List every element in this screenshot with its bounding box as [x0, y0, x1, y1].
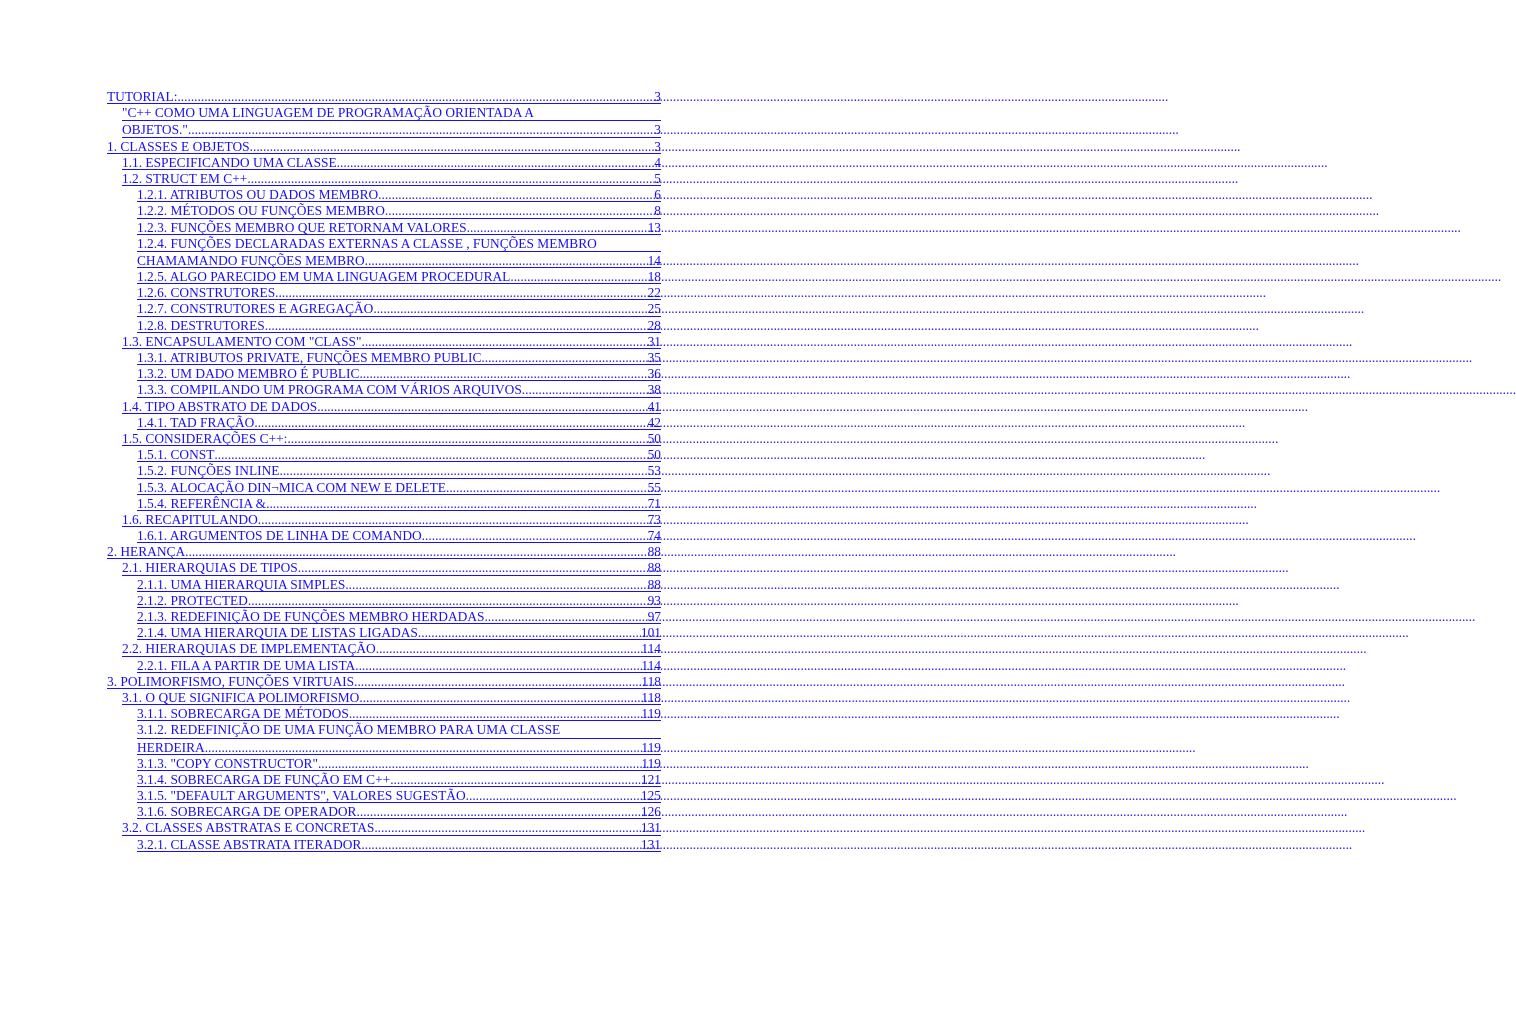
- toc-entry-title: 1.2.8. DESTRUTORES.: [137, 317, 269, 333]
- dot-leader: [298, 559, 648, 576]
- toc-entry[interactable]: [107, 138, 661, 154]
- toc-entry[interactable]: [107, 88, 661, 104]
- toc-entry-title: HERDEIRA: [137, 739, 205, 755]
- toc-entry[interactable]: [137, 202, 661, 218]
- toc-entry-page-number: 121: [640, 771, 661, 787]
- toc-entry[interactable]: [107, 543, 661, 559]
- toc-entry-page-number: 13: [647, 219, 661, 235]
- toc-entry-title: 3.1.4. SOBRECARGA DE FUNÇÃO EM C++.: [137, 771, 394, 787]
- toc-entry[interactable]: [137, 186, 661, 202]
- toc-entry-title: 1.3. ENCAPSULAMENTO COM "CLASS": [122, 333, 362, 349]
- toc-entry-title: 2.1.2. PROTECTED: [137, 592, 248, 608]
- toc-entry[interactable]: [137, 527, 661, 543]
- dot-leader: [373, 300, 647, 317]
- dot-leader: [279, 462, 647, 479]
- dot-leader: [287, 430, 647, 447]
- dot-leader: [258, 511, 648, 528]
- toc-entry[interactable]: [137, 803, 661, 819]
- dot-leader: [374, 819, 641, 836]
- dot-leader: [382, 186, 655, 203]
- dot-leader: [318, 755, 641, 772]
- toc-entry-page-number: 14: [647, 252, 661, 268]
- toc-entry-page-number: 4: [654, 154, 661, 170]
- dot-leader: [510, 268, 647, 285]
- toc-entry-title: CHAMAMANDO FUNÇÕES MEMBRO.: [137, 252, 369, 268]
- toc-entry-page-number: 119: [641, 706, 661, 722]
- toc-entry-page-number: 131: [640, 820, 661, 836]
- toc-entry-page-number: 119: [641, 739, 661, 755]
- toc-entry[interactable]: [122, 559, 661, 575]
- toc-entry-page-number: 50: [647, 447, 661, 463]
- dot-leader: [355, 657, 641, 674]
- dot-leader: [359, 689, 641, 706]
- toc-entry-title: 1.3.2. UM DADO MEMBRO É PUBLIC: [137, 366, 360, 382]
- toc-entry[interactable]: [137, 771, 661, 787]
- toc-entry[interactable]: [122, 333, 661, 349]
- toc-entry[interactable]: [137, 317, 661, 333]
- toc-entry[interactable]: [137, 349, 661, 365]
- toc-entry-title: 1.6.1. ARGUMENTOS DE LINHA DE COMANDO.: [137, 528, 426, 544]
- toc-entry[interactable]: [137, 624, 661, 640]
- toc-entry-page-number: 38: [647, 382, 661, 398]
- toc-entry-page-number: 71: [647, 495, 661, 511]
- toc-entry-page-number: 101: [640, 625, 661, 641]
- toc-entry-page-number: 114: [641, 641, 661, 657]
- toc-entry-page-number: 31: [647, 333, 661, 349]
- dot-leader: [470, 219, 648, 236]
- dot-leader: [177, 88, 654, 105]
- toc-entry-title-line: 1.2.4. FUNÇÕES DECLARADAS EXTERNAS A CLASSE , FUNÇÕES MEMBRO: [137, 235, 661, 252]
- toc-entry-page-number: 41: [647, 398, 661, 414]
- toc-entry[interactable]: [107, 673, 661, 689]
- dot-leader: [525, 381, 647, 398]
- toc-entry-page-number: 35: [647, 350, 661, 365]
- dot-leader: [425, 527, 648, 544]
- toc-entry-title: 3.1.6. SOBRECARGA DE OPERADOR: [137, 804, 357, 820]
- toc-entry[interactable]: [137, 608, 661, 624]
- dot-leader: [266, 495, 648, 512]
- toc-entry[interactable]: [137, 479, 661, 495]
- toc-entry[interactable]: [137, 657, 661, 673]
- toc-entry[interactable]: [137, 592, 661, 608]
- toc-entry-title: 2.1. HIERARQUIAS DE TIPOS: [122, 560, 298, 576]
- toc-entry-page-number: 126: [640, 804, 661, 820]
- toc-entry-title: 3.1.1. SOBRECARGA DE MÉTODOS: [137, 706, 349, 722]
- toc-entry[interactable]: [137, 284, 661, 300]
- toc-entry-title: 3.1.5. "DEFAULT ARGUMENTS", VALORES SUGESTÃO: [137, 788, 466, 804]
- toc-entry-page-number: 97: [647, 609, 661, 624]
- dot-leader: [481, 349, 647, 366]
- toc-entry-title: 2.1.4. UMA HIERARQUIA DE LISTAS LIGADAS: [137, 625, 418, 641]
- toc-entry-page-number: 88: [647, 576, 661, 592]
- toc-entry-title: 3.1. O QUE SIGNIFICA POLIMORFISMO: [122, 689, 360, 705]
- toc-entry-page-number: 3: [654, 89, 661, 104]
- dot-leader: [317, 398, 647, 415]
- toc-entry-title: 2.1.3. REDEFINIÇÃO DE FUNÇÕES MEMBRO HERDADAS: [137, 609, 485, 624]
- toc-entry-title: 1.2. STRUCT EM C++: [122, 170, 248, 186]
- toc-entry-page-number: 114: [641, 657, 661, 673]
- toc-entry-title: 1.2.7. CONSTRUTORES E AGREGAÇÃO: [137, 301, 374, 317]
- toc-entry-title: 1.4.1. TAD FRAÇÃO: [137, 414, 255, 430]
- toc-entry[interactable]: [122, 104, 661, 137]
- toc-entry-page-number: 53: [647, 463, 661, 479]
- dot-leader: [349, 705, 642, 722]
- toc-entry-title: 2.2. HIERARQUIAS DE IMPLEMENTAÇÃO: [122, 641, 376, 657]
- toc-entry-page-number: 74: [647, 528, 661, 544]
- dot-leader: [357, 803, 641, 820]
- toc-entry-title-line: 3.1.2. REDEFINIÇÃO DE UMA FUNÇÃO MEMBRO PARA UMA CLASSE: [137, 721, 661, 738]
- toc-entry[interactable]: [122, 398, 661, 414]
- dot-leader: [376, 640, 642, 657]
- toc-entry-title: 1.2.3. FUNÇÕES MEMBRO QUE RETORNAM VALORES.: [137, 219, 470, 235]
- dot-leader: [484, 608, 647, 625]
- toc-entry-title: 1.5. CONSIDERAÇÕES C++:: [122, 430, 288, 446]
- toc-entry[interactable]: [137, 365, 661, 381]
- toc-entry-page-number: 42: [647, 414, 661, 430]
- toc-entry[interactable]: [122, 430, 661, 446]
- toc-entry[interactable]: [122, 511, 661, 527]
- toc-entry-page-number: 88: [647, 544, 661, 560]
- toc-entry-title: 1.5.1. CONST: [137, 447, 215, 463]
- toc-entry-title: 1.3.1. ATRIBUTOS PRIVATE, FUNÇÕES MEMBRO PUBLIC: [137, 350, 482, 365]
- dot-leader: [394, 771, 641, 788]
- toc-entry[interactable]: [122, 819, 661, 835]
- toc-entry-page-number: 28: [647, 317, 661, 333]
- toc-entry-page-number: 50: [647, 430, 661, 446]
- toc-entry-page-number: 22: [647, 285, 661, 301]
- dot-leader: [361, 333, 647, 350]
- dot-leader: [214, 446, 647, 463]
- toc-entry-title: 3.2. CLASSES ABSTRATAS E CONCRETAS: [122, 820, 375, 836]
- toc-entry[interactable]: [137, 446, 661, 462]
- toc-entry-title-line: "C++ COMO UMA LINGUAGEM DE PROGRAMAÇÃO ORIENTADA A: [122, 104, 661, 121]
- toc-entry[interactable]: [137, 787, 661, 803]
- dot-leader: [188, 121, 654, 138]
- toc-entry-title: 1.2.6. CONSTRUTORES: [137, 285, 276, 301]
- toc-entry[interactable]: [137, 705, 661, 721]
- dot-leader: [354, 673, 641, 690]
- toc-entry[interactable]: [122, 689, 661, 705]
- toc-entry[interactable]: [137, 495, 661, 511]
- dot-leader: [388, 202, 654, 219]
- toc-entry[interactable]: [137, 300, 661, 316]
- toc-entry-title: 1.5.4. REFERÊNCIA &: [137, 495, 267, 511]
- toc-entry-title: 3.2.1. CLASSE ABSTRATA ITERADOR: [137, 836, 362, 852]
- toc-entry-title: 2. HERANÇA: [107, 544, 186, 560]
- toc-entry-page-number: 36: [647, 366, 661, 382]
- toc-entry-title: 2.2.1. FILA A PARTIR DE UMA LISTA: [137, 657, 356, 673]
- dot-leader: [254, 414, 647, 431]
- toc-entry-title: 1.1. ESPECIFICANDO UMA CLASSE: [122, 154, 337, 170]
- toc-entry[interactable]: [137, 576, 661, 592]
- toc-entry-title: 3. POLIMORFISMO, FUNÇÕES VIRTUAIS: [107, 673, 355, 689]
- toc-entry[interactable]: [137, 755, 661, 771]
- toc-entry[interactable]: [137, 414, 661, 430]
- dot-leader: [205, 739, 642, 756]
- toc-entry-title: 2.1.1. UMA HIERARQUIA SIMPLES.: [137, 576, 349, 592]
- toc-entry-page-number: 118: [641, 673, 661, 689]
- toc-entry[interactable]: [137, 219, 661, 235]
- toc-entry-title: 3.1.3. "COPY CONSTRUCTOR": [137, 755, 318, 771]
- toc-entry-title: 1.6. RECAPITULANDO: [122, 511, 258, 527]
- toc-entry-title: 1.2.2. MÉTODOS OU FUNÇÕES MEMBRO.: [137, 203, 389, 219]
- toc-entry-page-number: 3: [654, 138, 661, 154]
- toc-entry-title: 1.2.5. ALGO PARECIDO EM UMA LINGUAGEM PROCEDURAL: [137, 269, 511, 285]
- toc-entry-page-number: 5: [654, 170, 661, 186]
- toc-entry-title: 1.2.1. ATRIBUTOS OU DADOS MEMBRO.: [137, 187, 382, 203]
- toc-entry-title: 1. CLASSES E OBJETOS: [107, 138, 250, 154]
- dot-leader: [250, 138, 655, 155]
- dot-leader: [185, 543, 647, 560]
- table-of-contents: [107, 88, 661, 852]
- dot-leader: [449, 479, 647, 496]
- toc-entry-page-number: 73: [647, 511, 661, 527]
- toc-entry-page-number: 55: [647, 479, 661, 495]
- dot-leader: [349, 576, 648, 593]
- toc-entry-title: 1.5.2. FUNÇÕES INLINE: [137, 463, 280, 479]
- toc-entry-page-number: 8: [654, 203, 661, 219]
- dot-leader: [466, 787, 641, 804]
- toc-entry-title: TUTORIAL:: [107, 89, 178, 104]
- dot-leader: [368, 252, 648, 269]
- toc-entry-page-number: 18: [647, 269, 661, 285]
- toc-entry-page-number: 131: [640, 836, 661, 852]
- toc-entry-page-number: 119: [641, 755, 661, 771]
- toc-entry-page-number: 93: [647, 592, 661, 608]
- toc-entry-page-number: 125: [640, 788, 661, 804]
- dot-leader: [275, 284, 647, 301]
- dot-leader: [337, 154, 655, 171]
- toc-entry[interactable]: [137, 721, 661, 754]
- toc-entry-title: 1.3.3. COMPILANDO UM PROGRAMA COM VÁRIOS ARQUIVOS.: [137, 382, 526, 398]
- toc-entry-title: 1.5.3. ALOCAÇÃO DIN¬MICA COM NEW E DELETE.: [137, 479, 450, 495]
- toc-entry[interactable]: [137, 462, 661, 478]
- toc-entry-page-number: 118: [641, 689, 661, 705]
- toc-entry-page-number: 6: [654, 187, 661, 203]
- toc-entry[interactable]: [122, 640, 661, 656]
- toc-entry-page-number: 25: [647, 301, 661, 317]
- dot-leader: [359, 365, 647, 382]
- dot-leader: [268, 317, 648, 334]
- toc-entry[interactable]: [122, 170, 661, 186]
- dot-leader: [247, 170, 654, 187]
- dot-leader: [418, 624, 641, 641]
- toc-entry[interactable]: [137, 381, 661, 397]
- toc-entry-title: OBJETOS.": [122, 122, 188, 138]
- toc-entry[interactable]: [137, 836, 661, 852]
- dot-leader: [248, 592, 648, 609]
- toc-entry[interactable]: [122, 154, 661, 170]
- toc-entry-page-number: 3: [654, 122, 661, 138]
- toc-entry-page-number: 88: [647, 560, 661, 576]
- toc-entry[interactable]: [137, 235, 661, 268]
- toc-entry-title: 1.4. TIPO ABSTRATO DE DADOS: [122, 398, 318, 414]
- toc-entry[interactable]: [137, 268, 661, 284]
- dot-leader: [361, 836, 641, 853]
